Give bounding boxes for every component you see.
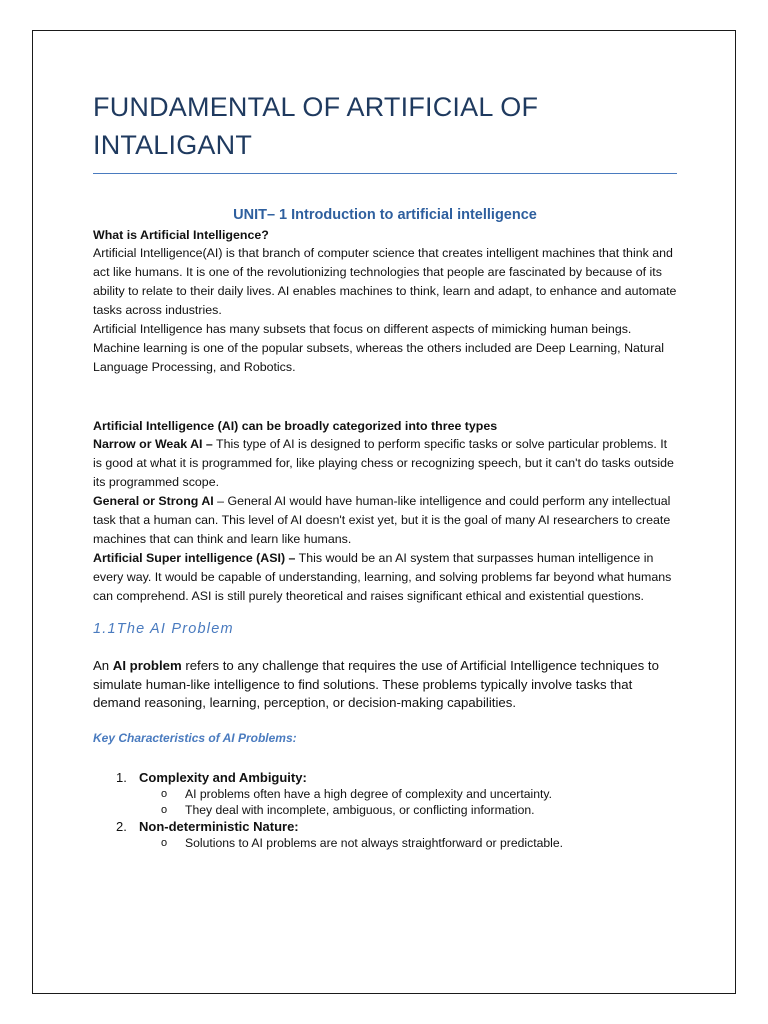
list-item: [93, 769, 677, 786]
super-ai-text: This would be an AI system that surpasses human intelligence in every way. It would be capable of understanding, learning, and solving problems far beyond what humans can comprehend. ASI is still purely theoretical and raises significant ethical and existential questions.: [93, 551, 672, 603]
characteristics-list: [93, 769, 677, 851]
ai-types-heading: Artificial Intelligence (AI) can be broadly categorized into three types: [93, 419, 498, 433]
super-ai-term: Artificial Super intelligence (ASI) –: [93, 551, 296, 565]
sub-list-item: [93, 786, 677, 802]
list-item-title: Complexity and Ambiguity:: [139, 769, 307, 785]
ai-problem-paragraph: [93, 657, 677, 713]
super-ai-paragraph: [93, 549, 677, 606]
document-body: [93, 88, 677, 851]
unit-heading: UNIT– 1 Introduction to artificial intelligence: [233, 207, 537, 223]
title-underline: [93, 173, 677, 174]
question-heading: What is Artificial Intelligence?: [93, 228, 269, 242]
list-number: 1.: [116, 769, 127, 785]
sub-list-text: Solutions to AI problems are not always straightforward or predictable.: [185, 835, 564, 850]
document-title: FUNDAMENTAL OF ARTIFICIAL OF INTALIGANT: [93, 92, 539, 160]
key-characteristics-heading: Key Characteristics of AI Problems:: [93, 730, 297, 745]
sub-list-item: [93, 802, 677, 818]
intro-paragraph-1: Artificial Intelligence(AI) is that branch of computer science that creates intelligent machines that think and act like humans. It is one of the revolutionizing technologies that people are fascinated by because of its ability to relate to their daily lives. AI enables machines to think, learn and adapt, to enhance and automate tasks across industries.: [93, 246, 677, 317]
bullet-icon: o: [161, 803, 168, 816]
list-item-title: Non-deterministic Nature:: [139, 818, 299, 834]
narrow-ai-term: Narrow or Weak AI –: [93, 437, 213, 451]
ai-problem-prefix: An: [93, 658, 113, 673]
general-ai-text: – General AI would have human-like intelligence and could perform any intellectual task that a human can. This level of AI doesn't exist yet, but it is the goal of many AI researchers to create machines that can think and learn like humans.: [93, 494, 671, 546]
intro-paragraph-2: Artificial Intelligence has many subsets that focus on different aspects of mimicking human beings. Machine learning is one of the popular subsets, whereas the others included are Deep Learning, Natural Language Processing, and Robotics.: [93, 322, 665, 374]
list-number: 2.: [116, 818, 127, 834]
general-ai-term: General or Strong AI: [93, 494, 214, 508]
narrow-ai-text: This type of AI is designed to perform specific tasks or solve particular problems. It is good at what it is programmed for, like playing chess or recognizing speech, but it can't do tasks outside its programmed scope.: [93, 437, 674, 489]
sub-list-text: AI problems often have a high degree of complexity and uncertainty.: [185, 786, 552, 801]
list-item: [93, 818, 677, 835]
bullet-icon: o: [161, 787, 168, 800]
general-ai-paragraph: [93, 492, 677, 549]
ai-problem-text: refers to any challenge that requires the use of Artificial Intelligence techniques to simulate human-like intelligence to find solutions. These problems typically involve tasks that demand reasoning, learning, perception, or decision-making capabilities.: [93, 658, 659, 710]
sub-list-text: They deal with incomplete, ambiguous, or conflicting information.: [185, 802, 535, 817]
section-heading-ai-problem: 1.1The AI Problem: [93, 621, 234, 637]
bullet-icon: o: [161, 836, 168, 849]
sub-list-item: [93, 835, 677, 851]
narrow-ai-paragraph: [93, 435, 677, 492]
ai-problem-term: AI problem: [112, 658, 182, 673]
